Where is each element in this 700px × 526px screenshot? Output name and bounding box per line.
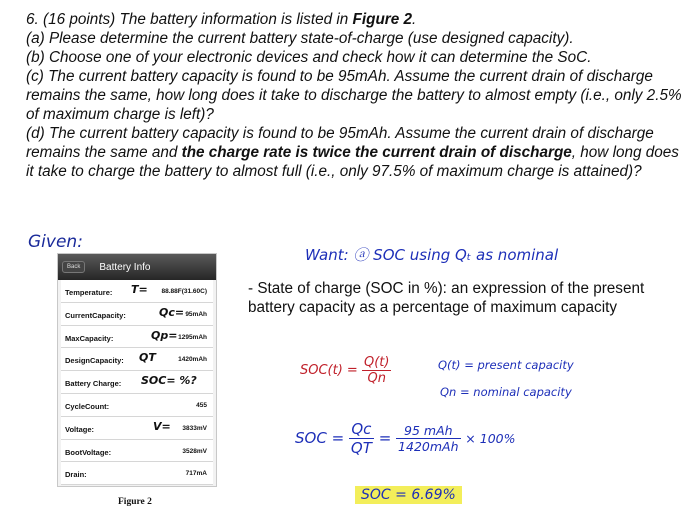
row-label: BootVoltage:: [65, 447, 112, 457]
row-label: Battery Charge:: [65, 379, 122, 389]
row-value: 3833mV: [182, 424, 207, 432]
row-label: CycleCount:: [65, 401, 110, 411]
row-value: 455: [196, 401, 207, 409]
battery-info-row: [61, 462, 213, 485]
problem-heading: 6. (16 points) The battery information is listed in Figure 2.: [26, 11, 417, 28]
qt-definition: Q(t) = present capacity: [438, 358, 574, 372]
row-value: 1295mAh: [178, 333, 207, 341]
row-label: MaxCapacity:: [65, 333, 114, 343]
row-label: Temperature:: [65, 288, 113, 297]
handwritten-annotation: T=: [131, 283, 148, 296]
handwritten-annotation: Qp=: [151, 328, 178, 342]
row-value: 3528mV: [182, 447, 207, 455]
battery-info-screenshot: [57, 253, 217, 487]
handwritten-annotation: SOC= %?: [141, 374, 197, 388]
part-b: (b) Choose one of your electronic devices and check how it can determine the SoC.: [26, 49, 592, 66]
battery-info-row: [61, 440, 213, 463]
want-note: Want: ⓐ SOC using Qₜ as nominal: [305, 246, 559, 264]
back-button[interactable]: Back: [62, 261, 85, 273]
qn-definition: Qn = nominal capacity: [440, 385, 572, 399]
row-value: 88.88F(31.60C): [161, 288, 207, 295]
battery-info-list: [58, 280, 216, 485]
phone-title: Battery Info: [99, 261, 151, 273]
soc-definition-text: - State of charge (SOC in %): an expression of the present battery capacity as a percentage of maximum capacity: [248, 280, 645, 316]
part-a: (a) Please determine the current battery state-of-charge (use designed capacity).: [26, 30, 574, 47]
phone-navbar: [58, 254, 216, 280]
soc-calculation: SOC = $\frac{Qc}{QT}$ = $\frac{\text{95 mAh}}{\text{1420mAh}}$ × 100%: [295, 420, 516, 457]
row-value: 1420mAh: [178, 356, 207, 364]
battery-info-row: [61, 371, 213, 394]
battery-info-row: [61, 394, 213, 417]
row-label: Drain:: [65, 470, 87, 480]
row-label: DesignCapacity:: [65, 356, 124, 366]
battery-info-row: [61, 417, 213, 440]
given-label: Given:: [28, 232, 83, 252]
handwritten-annotation: QT: [139, 351, 156, 365]
battery-info-row: [61, 280, 213, 303]
part-d: (d) The current battery capacity is found to be 95mAh. Assume the current drain of discharge remains the same and the charge rate is twice the current drain of discharge, how long does it take to charge the battery to almost full (i.e., only 97.5% of maximum charge is attained)?: [26, 125, 679, 180]
battery-info-row: [61, 326, 213, 349]
row-label: CurrentCapacity:: [65, 310, 126, 320]
handwritten-annotation: Qc=: [159, 305, 185, 319]
battery-info-row: [61, 303, 213, 326]
row-value: 95mAh: [185, 310, 207, 318]
figure-caption: Figure 2: [118, 497, 152, 507]
problem-statement: [26, 10, 686, 181]
handwritten-annotation: V=: [153, 419, 171, 433]
row-value: 717mA: [185, 470, 207, 478]
soc-definition-equation: SOC(t) = $\frac{Q(t)}{Qn}$: [300, 355, 390, 386]
battery-info-row: [61, 348, 213, 371]
part-c: (c) The current battery capacity is found to be 95mAh. Assume the current drain of discharge remains the same, how long does it take to discharge the battery to almost empty (i.e., only 2.5% of maximum charge is left)?: [26, 68, 682, 123]
soc-result: SOC = 6.69%: [355, 487, 462, 503]
row-label: Voltage:: [65, 424, 95, 434]
